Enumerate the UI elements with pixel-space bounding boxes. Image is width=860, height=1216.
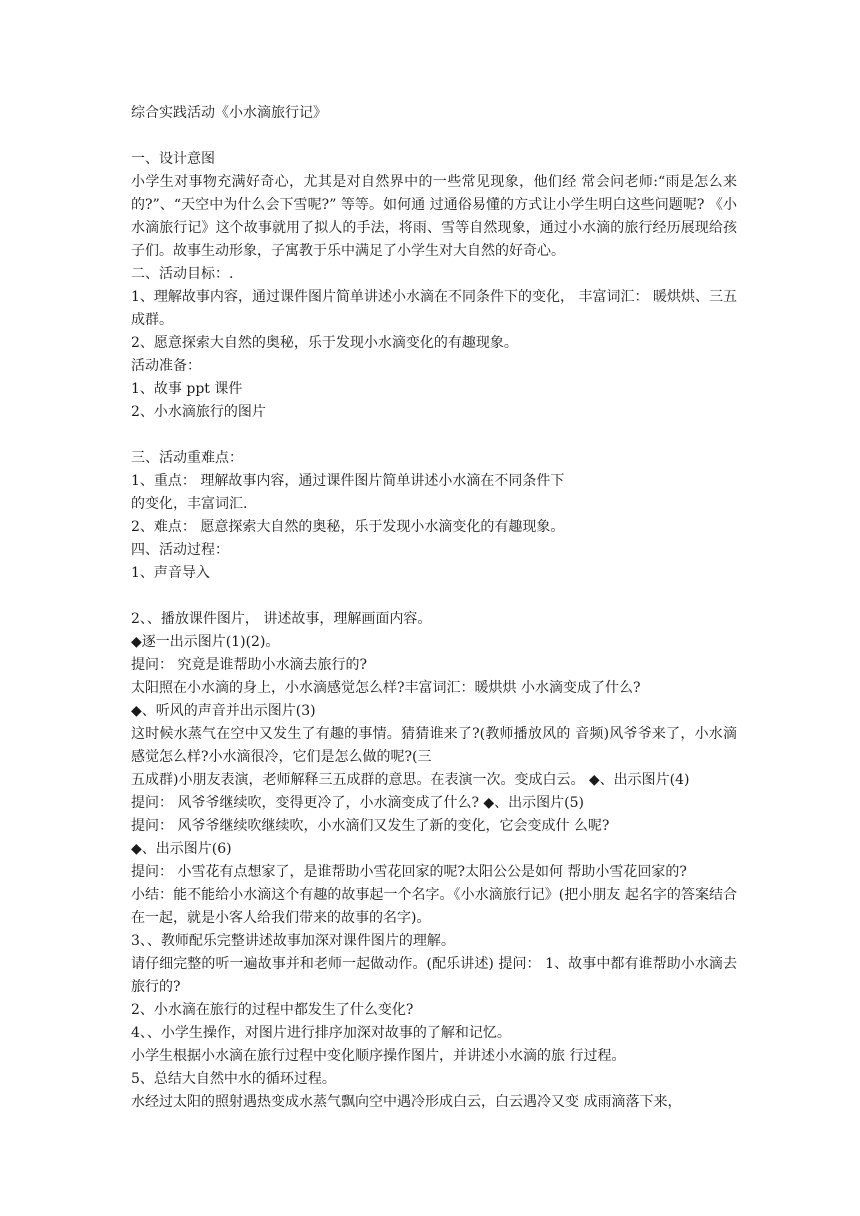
process-question-3: 提问： 风爷爷继续吹继续吹，小水滴们又发生了新的变化，它会变成什 么呢? xyxy=(131,818,610,834)
process-step-5: 5、总结大自然中水的循环过程。 xyxy=(131,1071,336,1087)
process-bullet-2: ◆、听风的声音并出示图片(3) xyxy=(131,703,316,719)
blank-line xyxy=(131,424,737,447)
key-point-2: 2、难点： 愿意探索大自然的奥秘，乐于发现小水滴变化的有趣现象。 xyxy=(131,519,565,535)
process-question-1: 提问： 究竟是谁帮助小水滴去旅行的? xyxy=(131,657,367,673)
process-question-5: 2、小水滴在旅行的过程中都发生了什么变化? xyxy=(131,1002,414,1018)
preparation-item-1: 1、故事 ppt 课件 xyxy=(131,381,243,397)
process-summary: 小结：能不能给小水滴这个有趣的故事起一个名字。《小水滴旅行记》(把小朋友 起名字的答案结合在一起，就是小客人给我们带来的故事的名字)。 xyxy=(131,887,737,926)
process-paragraph-6: 水经过太阳的照射遇热变成水蒸气飘向空中遇冷形成白云，白云遇冷又变 成雨滴落下来， xyxy=(131,1094,682,1110)
section-heading-process: 四、活动过程： xyxy=(131,542,229,558)
process-bullet-3: ◆、出示图片(6) xyxy=(131,841,232,857)
process-step-1: 1、声音导入 xyxy=(131,565,210,581)
process-paragraph-4: 请仔细完整的听一遍故事并和老师一起做动作。(配乐讲述) 提问： 1、故事中都有谁帮助小水滴去旅行的? xyxy=(131,956,737,995)
key-point-1a: 1、重点： 理解故事内容，通过课件图片简单讲述小水滴在不同条件下 xyxy=(131,473,565,489)
process-step-4: 4、、小学生操作，对图片进行排序加深对故事的了解和记忆。 xyxy=(131,1025,511,1041)
section-heading-design-intent: 一、设计意图 xyxy=(131,151,215,167)
process-step-3: 3、、教师配乐完整讲述故事加深对课件图片的理解。 xyxy=(131,933,455,949)
process-step-2: 2、、播放课件图片， 讲述故事，理解画面内容。 xyxy=(131,611,432,627)
process-paragraph-5: 小学生根据小水滴在旅行过程中变化顺序操作图片，并讲述小水滴的旅 行过程。 xyxy=(131,1048,626,1064)
section-heading-preparation: 活动准备： xyxy=(131,358,201,374)
blank-line xyxy=(131,585,737,608)
process-bullet-1: ◆逐一出示图片(1)(2)。 xyxy=(131,634,280,650)
process-question-2: 提问： 风爷爷继续吹，变得更冷了，小水滴变成了什么? ◆、出示图片(5) xyxy=(131,795,585,811)
goal-item-2: 2、愿意探索大自然的奥秘，乐于发现小水滴变化的有趣现象。 xyxy=(131,335,518,351)
process-paragraph-3: 五成群)小朋友表演，老师解释三五成群的意思。在表演一次。变成白云。 ◆、出示图片(4) xyxy=(131,772,690,788)
process-paragraph-1: 太阳照在小水滴的身上，小水滴感觉怎么样?丰富词汇：暖烘烘 小水滴变成了什么? xyxy=(131,680,641,696)
blank-line xyxy=(131,125,737,148)
section-heading-goals: 二、活动目标：. xyxy=(131,266,234,282)
key-point-1b: 的变化，丰富词汇. xyxy=(131,496,248,512)
section-heading-key-points: 三、活动重难点： xyxy=(131,450,243,466)
goal-item-1: 1、理解故事内容，通过课件图片简单讲述小水滴在不同条件下的变化， 丰富词汇： 暖烘烘、三五成群。 xyxy=(131,289,737,328)
process-paragraph-2: 这时候水蒸气在空中又发生了有趣的事情。猜猜谁来了?(教师播放风的 音频)风爷爷来了，小水滴感觉怎么样?小水滴很冷，它们是怎么做的呢?(三 xyxy=(131,726,737,765)
document-body xyxy=(131,102,737,1114)
design-intent-paragraph: 小学生对事物充满好奇心，尤其是对自然界中的一些常见现象，他们经 常会问老师:“雨是怎么来的?”、“天空中为什么会下雪呢?” 等等。如何通 过通俗易懂的方式让小学生明白这些问题呢? 《小水滴旅行记》这个故事就用了拟人的手法，将雨、雪等自然现象，通过小水滴的旅行经历展现给孩子们。故事生动形象，子寓教于乐中满足了小学生对大自然的好奇心。 xyxy=(131,174,737,259)
process-question-4: 提问： 小雪花有点想家了，是谁帮助小雪花回家的呢?太阳公公是如何 帮助小雪花回家的? xyxy=(131,864,687,880)
document-title: 综合实践活动《小水滴旅行记》 xyxy=(131,105,327,121)
preparation-item-2: 2、小水滴旅行的图片 xyxy=(131,404,266,420)
